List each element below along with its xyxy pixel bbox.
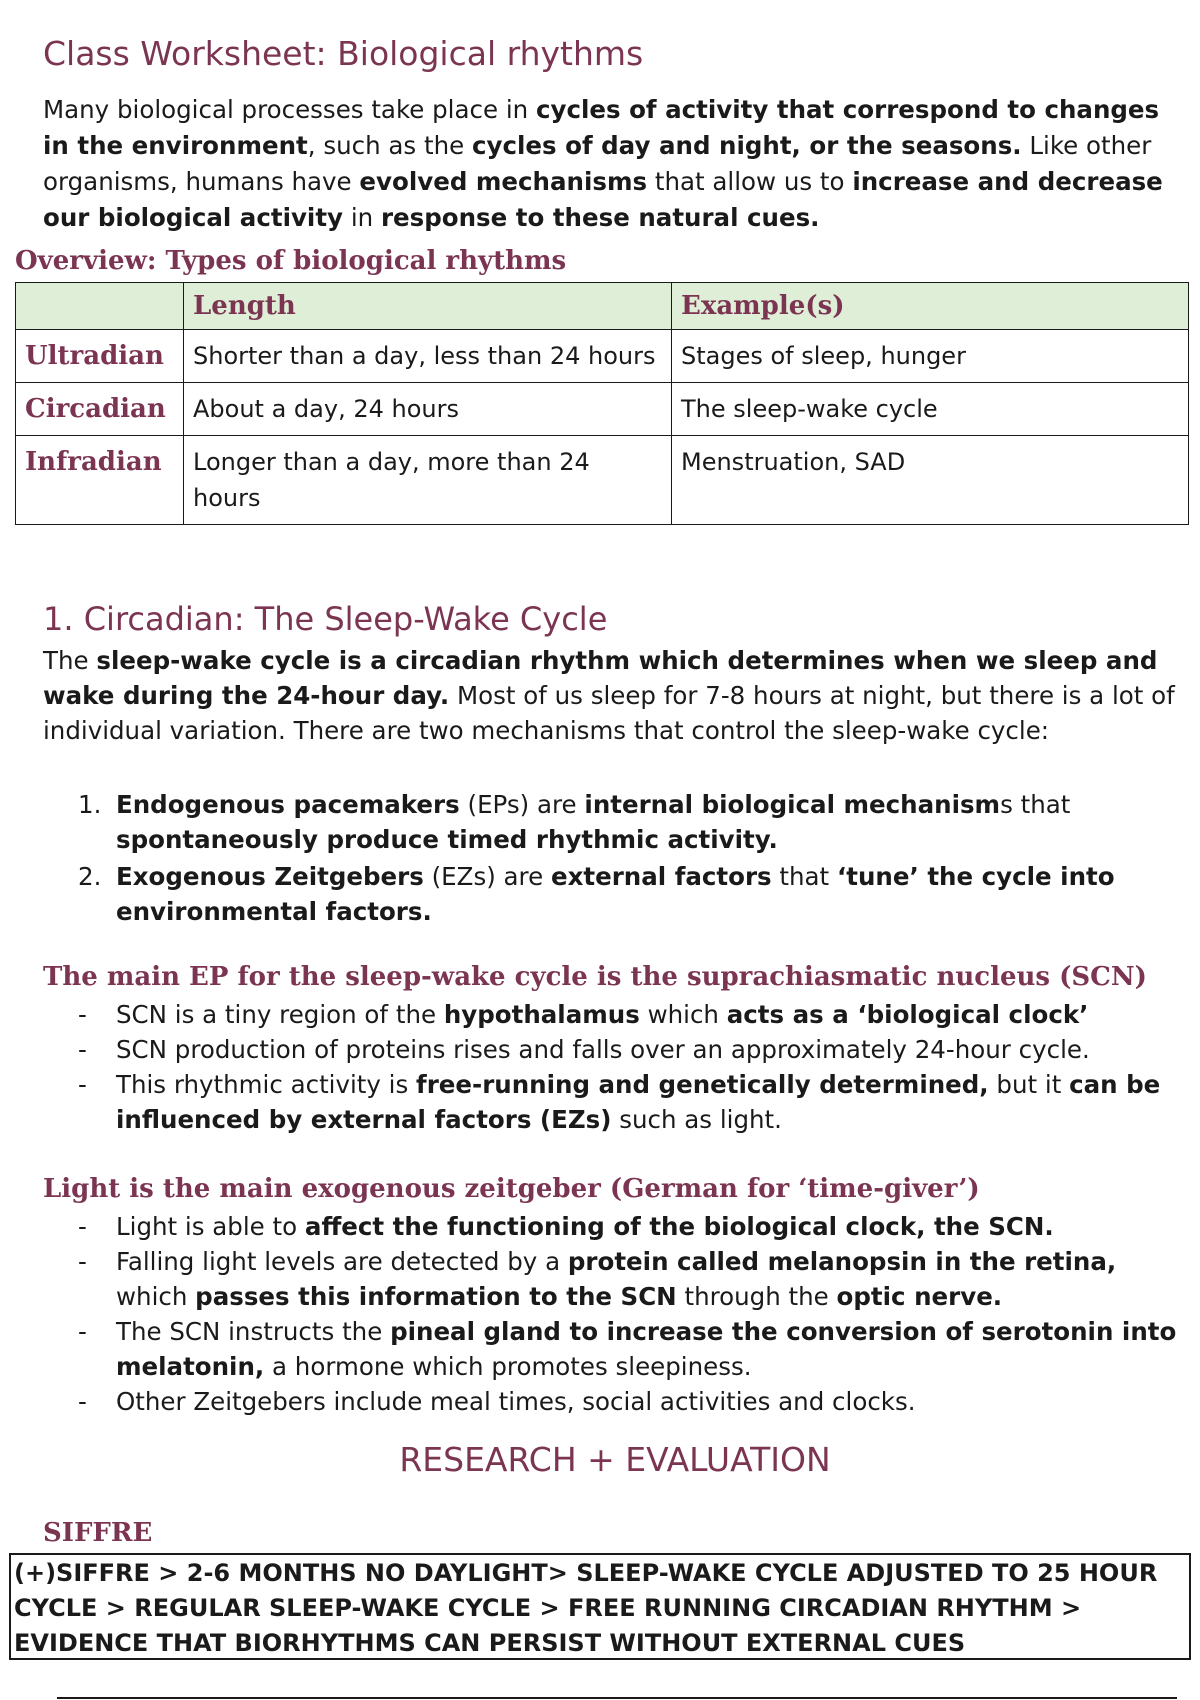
item-bold: Endogenous pacemakers (116, 790, 460, 819)
item-text: such as light. (611, 1105, 782, 1134)
item-bold: free-running and genetically determined, (416, 1070, 989, 1099)
item-bold: spontaneously produce timed rhythmic activity. (116, 825, 778, 854)
item-bold: external factors (550, 862, 772, 891)
item-bold: pineal gland to increase the conversion of serotonin into melatonin, (116, 1317, 1177, 1381)
bullet-dash: - (78, 1317, 87, 1346)
list-item (78, 1209, 1178, 1244)
item-text: SCN production of proteins rises and falls over an approximately 24-hour cycle. (116, 1035, 1090, 1064)
bottom-divider (57, 1697, 1177, 1699)
item-bold: optic nerve. (836, 1282, 1003, 1311)
item-text: s that (1000, 790, 1071, 819)
list-number: 1. (78, 790, 102, 819)
item-text: a hormone which promotes sleepiness. (264, 1352, 752, 1381)
item-bold: Exogenous Zeitgebers (116, 862, 424, 891)
row-type: Infradian (16, 436, 184, 525)
siffre-note-box: (+)SIFFRE > 2-6 MONTHS NO DAYLIGHT> SLEEP-WAKE CYCLE ADJUSTED TO 25 HOUR CYCLE > REGULAR SLEEP-WAKE CYCLE > FREE RUNNING CIRCADIAN RHYTHM > EVIDENCE THAT BIORHYTHMS CAN PERSIST WITHOUT EXTERNAL CUES (9, 1553, 1191, 1660)
row-length: Longer than a day, more than 24 hours (184, 436, 672, 525)
bullet-dash: - (78, 1387, 87, 1416)
intro-text: , such as the (307, 131, 472, 160)
row-length: Shorter than a day, less than 24 hours (184, 330, 672, 383)
bullet-dash: - (78, 1070, 87, 1099)
item-text: SCN is a tiny region of the (116, 1000, 444, 1029)
table-row (16, 436, 1189, 525)
intro-text: in (343, 203, 381, 232)
item-text: (EZs) are (423, 862, 551, 891)
column-header: Length (184, 283, 672, 330)
intro-bold: increase and decrease our biological activity (43, 167, 1163, 232)
page-title: Class Worksheet: Biological rhythms (43, 34, 644, 73)
item-bold: ‘tune’ the cycle into environmental factors. (116, 862, 1115, 926)
row-examples: Menstruation, SAD (672, 436, 1189, 525)
table-header-row (16, 283, 1189, 330)
section-text: Most of us sleep for 7-8 hours at night, but there is a lot of individual variation. There are two mechanisms that control the sleep-wake cycle: (43, 681, 1175, 745)
item-text: Other Zeitgebers include meal times, social activities and clocks. (116, 1387, 916, 1416)
item-text: (EPs) are (459, 790, 585, 819)
list-number: 2. (78, 862, 102, 891)
item-text: which (639, 1000, 727, 1029)
section-title: 1. Circadian: The Sleep-Wake Cycle (43, 600, 608, 638)
row-examples: The sleep-wake cycle (672, 383, 1189, 436)
list-item (78, 1032, 1178, 1067)
light-bullets (78, 1209, 1178, 1419)
scn-heading: The main EP for the sleep-wake cycle is the suprachiasmatic nucleus (SCN) (43, 962, 1147, 992)
overview-heading: Overview: Types of biological rhythms (15, 246, 567, 276)
column-header: Example(s) (672, 283, 1189, 330)
rhythms-table (15, 282, 1189, 525)
intro-text: Many biological processes take place in (43, 95, 536, 124)
light-heading: Light is the main exogenous zeitgeber (German for ‘time-giver’) (43, 1174, 980, 1204)
list-item (78, 997, 1178, 1032)
scn-bullets (78, 997, 1178, 1137)
mechanisms-list (78, 787, 1178, 931)
item-text: but it (988, 1070, 1070, 1099)
item-bold: passes this information to the SCN (195, 1282, 677, 1311)
bullet-dash: - (78, 1035, 87, 1064)
table-row (16, 330, 1189, 383)
item-text: which (116, 1282, 196, 1311)
item-bold: acts as a ‘biological clock’ (726, 1000, 1089, 1029)
bullet-dash: - (78, 1247, 87, 1276)
intro-bold: cycles of activity that correspond to changes in the environment (43, 95, 1160, 160)
research-heading: RESEARCH + EVALUATION (399, 1440, 831, 1479)
section-bold: sleep-wake cycle is a circadian rhythm which determines when we sleep and wake during the 24-hour day. (43, 646, 1158, 710)
intro-text: Like other organisms, humans have (43, 131, 1152, 196)
list-item (78, 1244, 1178, 1314)
list-item (78, 1314, 1178, 1384)
item-bold: can be influenced by external factors (EZs) (116, 1070, 1161, 1134)
item-bold: affect the functioning of the biological clock, the SCN. (304, 1212, 1054, 1241)
row-length: About a day, 24 hours (184, 383, 672, 436)
intro-bold: response to these natural cues. (380, 203, 820, 232)
section-text: The (43, 646, 97, 675)
intro-bold: cycles of day and night, or the seasons. (471, 131, 1022, 160)
intro-bold: evolved mechanisms (359, 167, 648, 196)
item-bold: internal biological mechanism (584, 790, 1001, 819)
item-text: through the (676, 1282, 837, 1311)
bullet-dash: - (78, 1212, 87, 1241)
section-intro-paragraph (43, 643, 1178, 748)
list-item (78, 1384, 1178, 1419)
item-text: The SCN instructs the (116, 1317, 391, 1346)
intro-text: that allow us to (647, 167, 853, 196)
column-header (16, 283, 184, 330)
bullet-dash: - (78, 1000, 87, 1029)
intro-paragraph (43, 92, 1178, 236)
row-examples: Stages of sleep, hunger (672, 330, 1189, 383)
item-text: Light is able to (116, 1212, 305, 1241)
list-item (78, 1067, 1178, 1137)
list-item (78, 859, 1178, 929)
item-bold: protein called melanopsin in the retina, (567, 1247, 1117, 1276)
table-row (16, 383, 1189, 436)
siffre-heading: SIFFRE (43, 1518, 153, 1548)
row-type: Circadian (16, 383, 184, 436)
list-item (78, 787, 1178, 857)
item-text: Falling light levels are detected by a (116, 1247, 568, 1276)
row-type: Ultradian (16, 330, 184, 383)
item-text: This rhythmic activity is (116, 1070, 417, 1099)
item-bold: hypothalamus (443, 1000, 640, 1029)
item-text: that (771, 862, 837, 891)
